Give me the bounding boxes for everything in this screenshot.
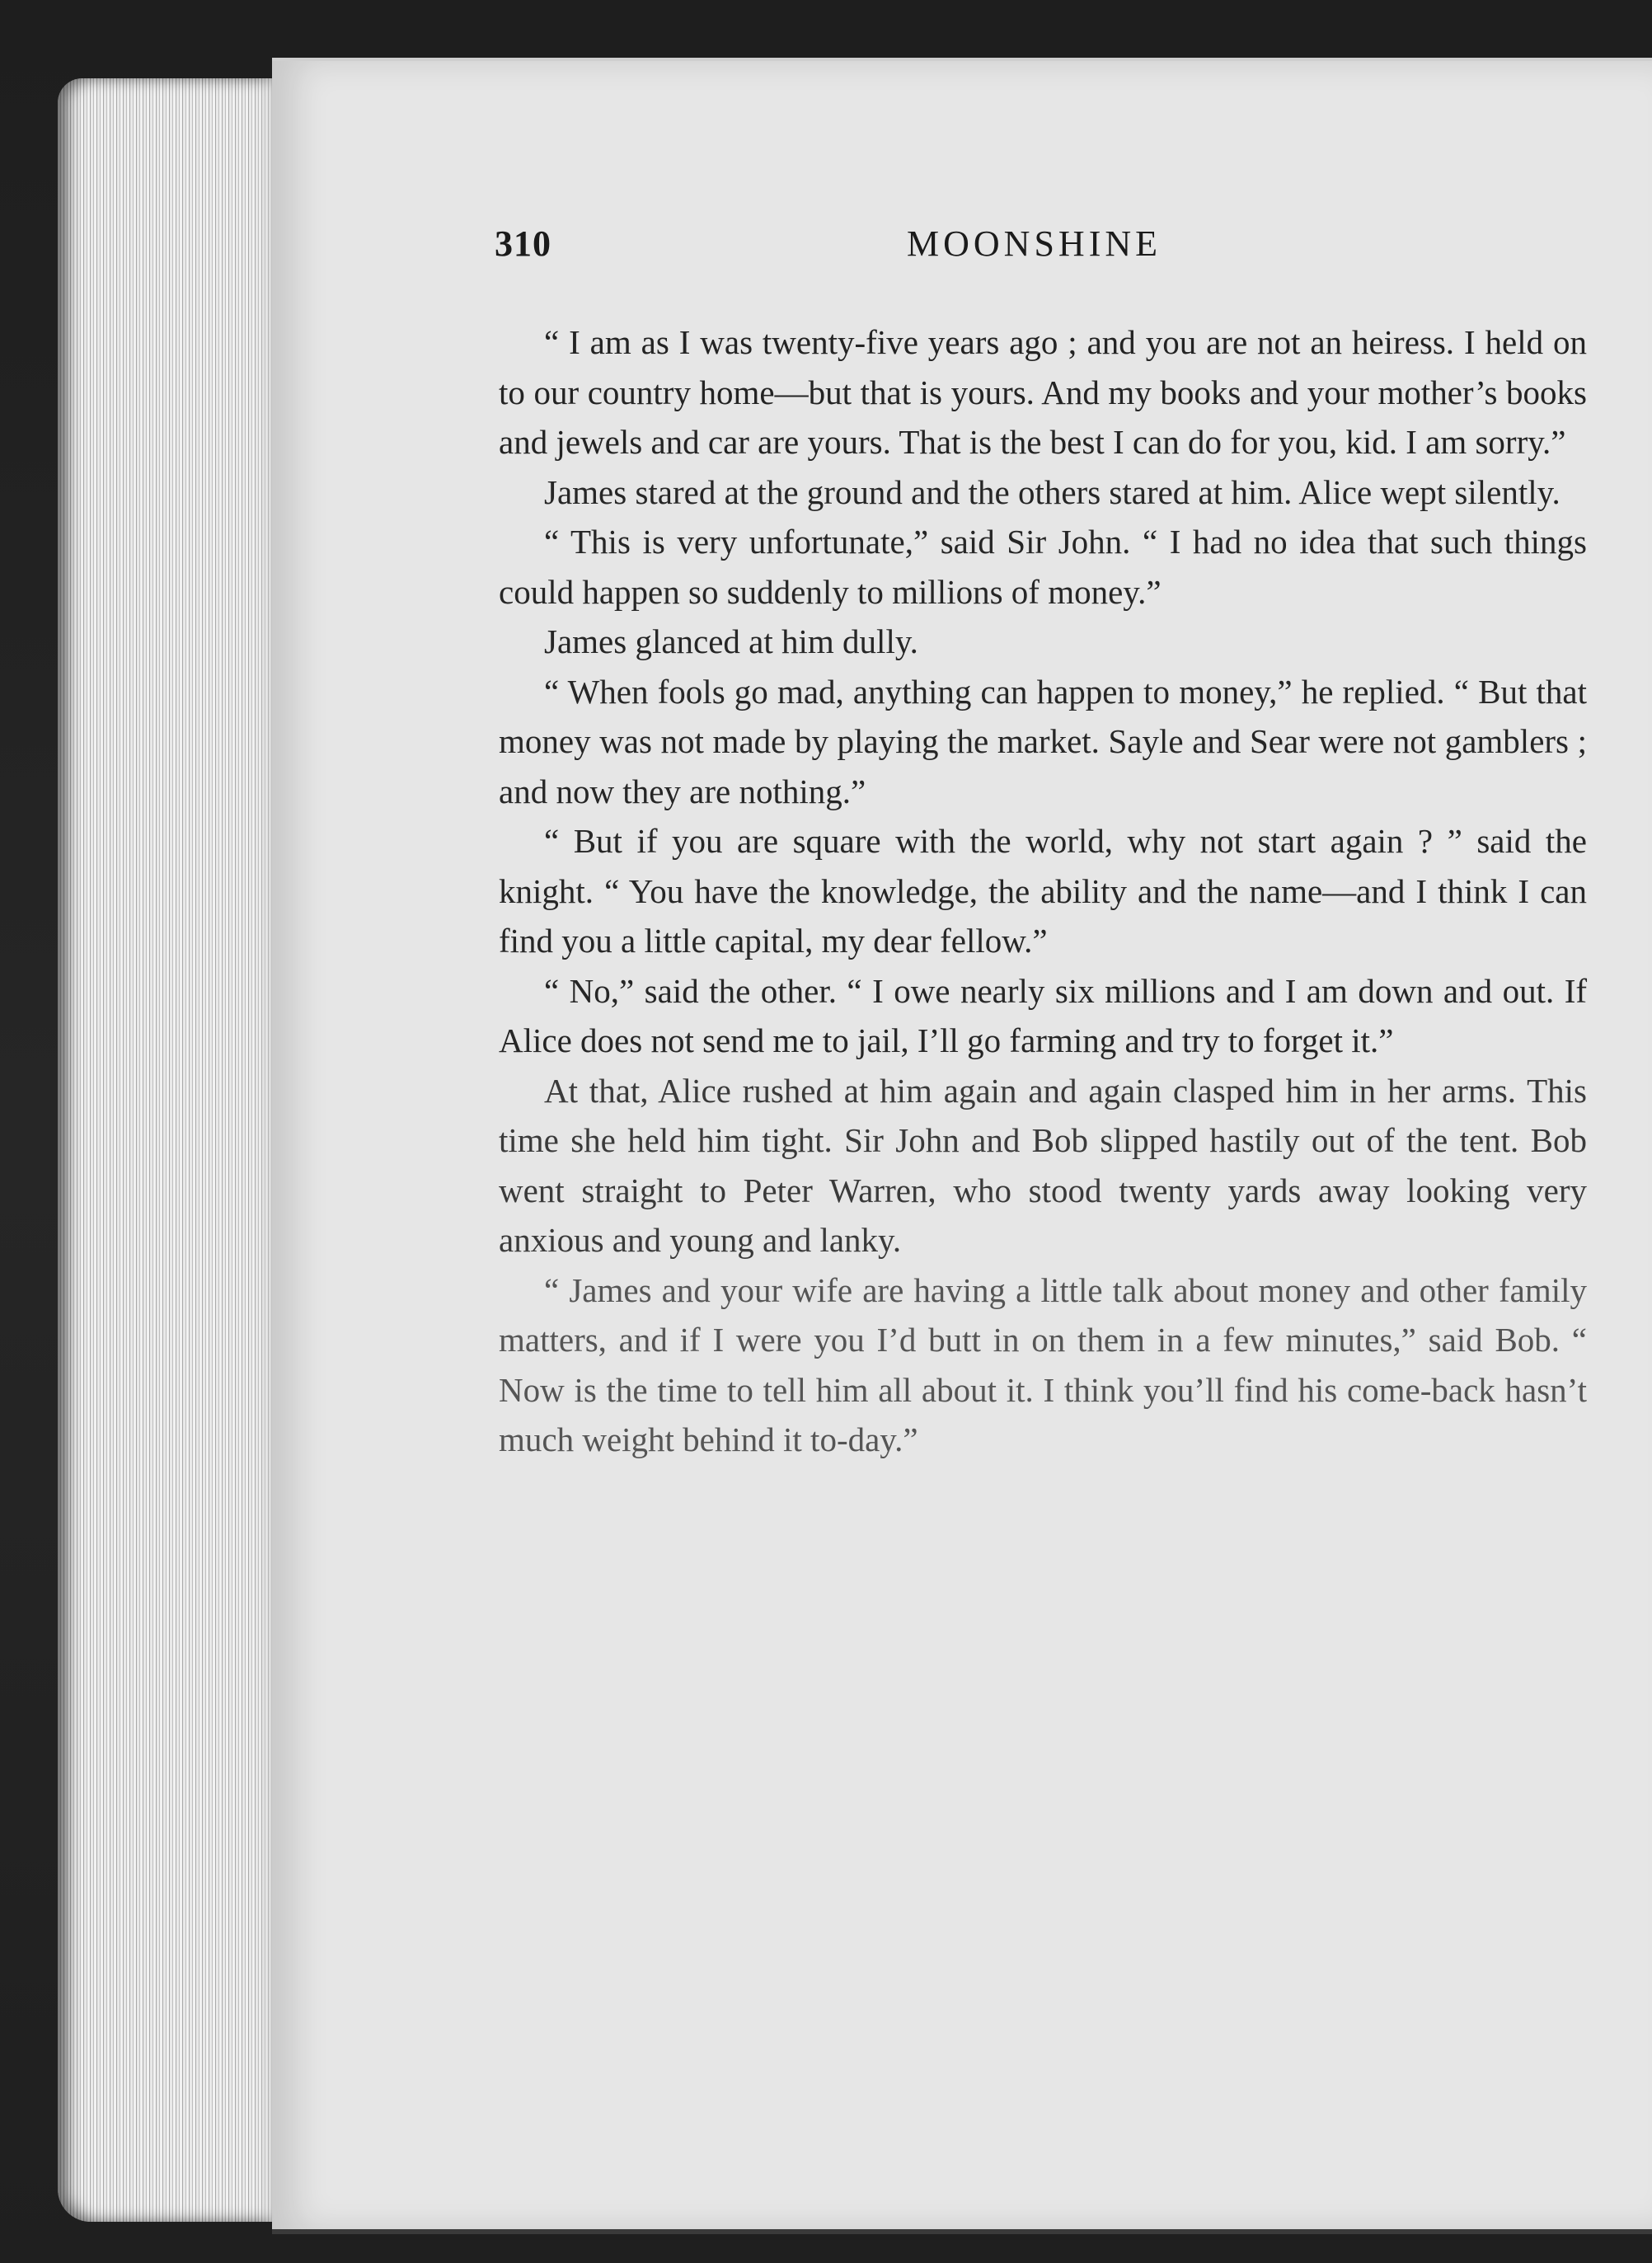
- paragraph: “ No,” said the other. “ I owe nearly six millions and I am down and out. If Alice does not send me to jail, I’ll go farming and try to forget it.”: [499, 971, 1587, 1059]
- paragraph: James stared at the ground and the others stared at him. Alice wept silently.: [544, 472, 1560, 511]
- paragraph: “ I am as I was twenty-five years ago ; and you are not an heiress. I held on to our country home—but that is yours. And my books and your mother’s books and jewels and car are yours. That is the best I can do for you, kid. I am sorry.”: [499, 323, 1587, 461]
- paragraph: At that, Alice rushed at him again and again clasped him in her arms. This time she held him tight. Sir John and Bob slipped hastily out of the tent. Bob went straight to Peter Warren, who stood twenty yards away looking very anxious and young and lanky.: [499, 1071, 1587, 1259]
- book-page-edges: [58, 78, 289, 2222]
- paragraph: “ James and your wife are having a little talk about money and other family matters, and if I were you I’d butt in on them in a few minutes,” said Bob. “ Now is the time to tell him all about it. I think you’ll find his come-back hasn’t much weight behind it to-day.”: [499, 1270, 1587, 1458]
- page-number: 310: [495, 223, 551, 264]
- body-text: [499, 317, 1587, 1465]
- paragraph: “ When fools go mad, anything can happen to money,” he replied. “ But that money was not made by playing the market. Sayle and Sear were not gamblers ; and now they are nothing.”: [499, 672, 1587, 810]
- running-title: MOONSHINE: [907, 223, 1162, 264]
- paragraph: “ But if you are square with the world, why not start again ? ” said the knight. “ You have the knowledge, the ability and the name—and I think I can find you a little capital, my dear fellow.”: [499, 822, 1587, 960]
- paragraph: “ This is very unfortunate,” said Sir John. “ I had no idea that such things could happen so suddenly to millions of money.”: [499, 523, 1587, 611]
- paragraph: James glanced at him dully.: [544, 622, 918, 660]
- running-head: [495, 223, 1583, 272]
